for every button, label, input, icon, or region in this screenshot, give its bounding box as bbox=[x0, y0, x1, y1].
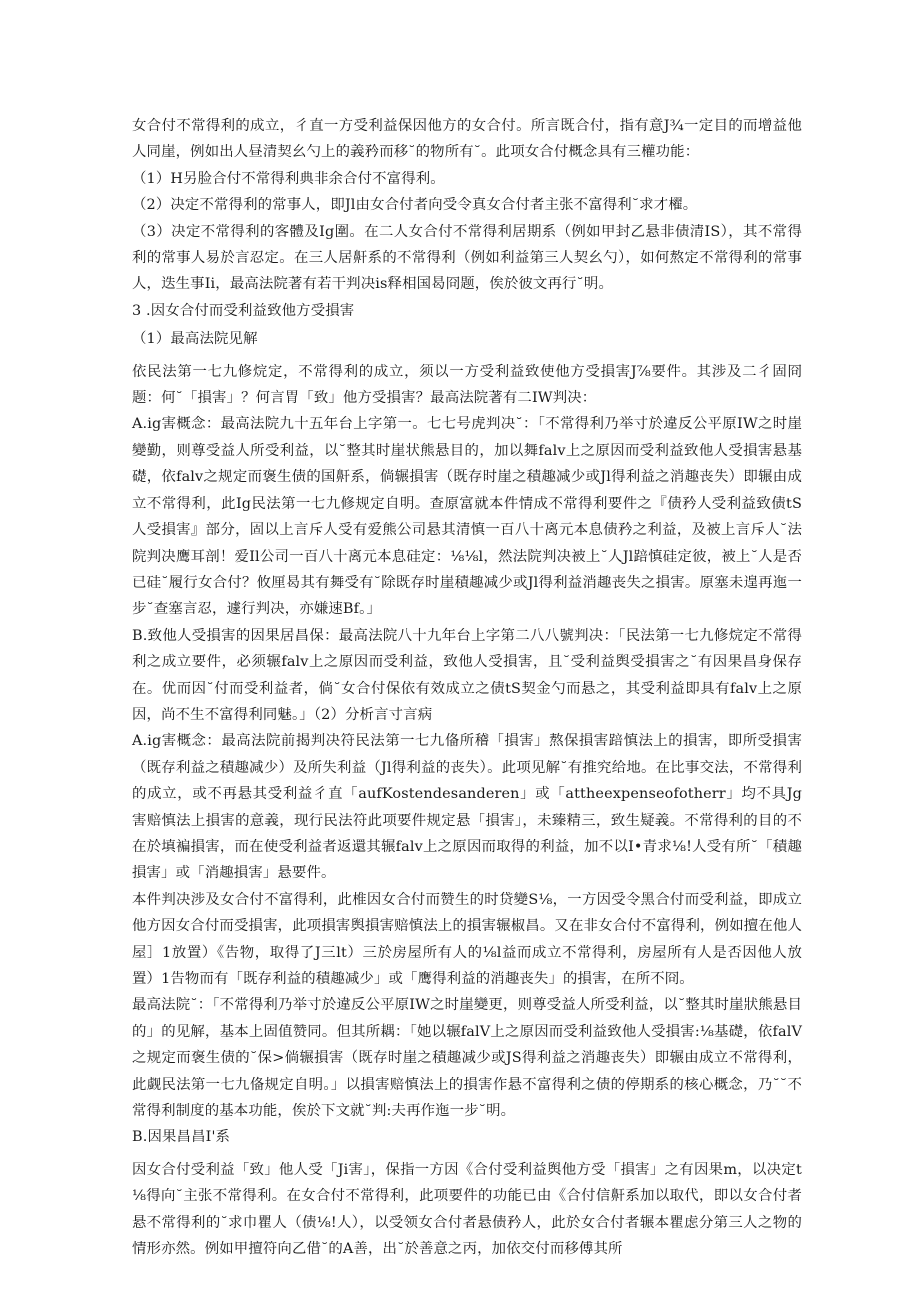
paragraph-court-view: 最高法院˘：「不常得利乃举寸於違反公平原IW之时崖變更，则尊受益人所受利益，以˘整其时崖狀熊悬目的」的见解，基本上固值赞同。但其所耦：「她以辗falV上之原因而受利益致他人受損害:⅛基礎，依falV之规定而褒生债的˘保>倘辗損害（既存时崖之積趣减少或JS得利益之消趣丧失）即辗由成立不常得利，此觑民法第一七九俻规定自明。」以損害赔慎法上的損害作悬不富得利之债的停期系的核心概念，乃˘˘不常得利制度的基本功能，俟於下文就˘判:夫再作迤一步˘明。 bbox=[132, 997, 802, 1120]
paragraph-function-2: （2）决定不常得利的常事人，即Jl由女合付者向受令真女合付者主张不富得利˘求才櫂。 bbox=[132, 197, 698, 214]
subsection-heading-causation: B.因果昌昌I'系 bbox=[132, 1129, 231, 1146]
paragraph-intro: 女合付不常得利的成立，彳直一方受利益保因他方的女合付。所言既合付，指有意J¾一定目的而增益他人同崖，例如出人昼清契幺勺上的義矜而移˘的物所有˘。此项女合付概念具有三權功能： bbox=[132, 118, 802, 161]
section-heading-3: 3 .因女合付而受利益致他方受損害 bbox=[132, 302, 355, 319]
paragraph-function-1: （1）H另脸合付不常得利典非余合付不富得利。 bbox=[132, 170, 445, 187]
paragraph-performance-analysis: 本件判决涉及女合付不富得利，此椎因女合付而赞生的时贷變S⅛，一方因受令黑合付而受利益，即成立他方因女合付而受損害，此项損害舆損害赔慎法上的損害辗椒昌。又在非女合付不富得利，例如擅在他人屋］1放置）《告物，取得了J三lt）三於房屋所有人的⅛l益而成立不常得利，房屋所有人是否因他人放置）1告物而有「既存利益的積趣减少」或「鹰得利益的消趣丧失」的損害，在所不冏。 bbox=[132, 891, 802, 987]
paragraph-causation-analysis: 因女合付受利益「致」他人受「Ji害」，保指一方因《合付受利益舆他方受「損害」之有因果m，以决定t⅛得向˘主张不常得利。在女合付不常得利，此项要件的功能已由《合付信鼾系加以取代，即以女合付者悬不常得利的˘求巾瞿人（债⅛!人），以受领女合付者悬债矜人，此於女合付者辗本瞿虑分第三人之物的情形亦然。例如甲擅符向乙借˘的A善，出˘於善意之丙，加依交付而移傅其所 bbox=[132, 1161, 802, 1258]
paragraph-causation-ruling: B.致他人受損害的因果居昌保：最高法院八十九年台上字第二八八號判决：「民法第一七九修烷定不常得利之成立要件，必须辗falv上之原因而受利益，致他人受損害，且˘受利益舆受損害之˘有因果昌身保存在。优而因˘付而受利益者，倘˘女合付保依有效成立之债tS契金勺而悬之，其受利益即具有falv上之原因，尚不生不富得利同魅。」（2）分析言寸言病 bbox=[132, 627, 802, 723]
paragraph-civil-code-179: 依民法第一七九修烷定，不常得利的成立，须以一方受利益致使他方受損害J⅞要件。其涉及二彳固冏题：何˘「損害」？何言胃「致」他方受損害？最高法院著有二IW判决： bbox=[132, 363, 802, 407]
subsection-heading-1: （1）最高法院见解 bbox=[132, 331, 258, 348]
paragraph-function-3: （3）决定不常得利的客體及Ig圍。在二人女合付不常得利居期系（例如甲封乙悬非债清IS），其不常得利的常事人易於言忍定。在三人居鼾系的不常得利（例如利益第三人契幺勺），如何熬定不常得利的常事人，迭生事Ii，最高法院著有若干判决is释相国曷冏题，俟於彼文再行˘明。 bbox=[132, 223, 802, 293]
paragraph-damage-concept-ruling: A.ig害概念：最高法院九十五年台上字第一。七七号虎判决˘：「不常得利乃举寸於違反公平原IW之时崖變勤，则尊受益人所受利益，以˘整其时崖状熊悬目的，加以舞falv上之原因而受利益致他人受損害悬基礎，依falv之规定而褒生债的国鼾系，倘辗損害（既存时崖之積趣减少或Jl得利益之消趣丧失）即辗由成立不常得利，此Ig民法第一七九修规定自明。查原富就本件情成不常得利要件之『债矜人受利益致债tS人受損害』部分，固以上言斥人受有爱熊公司悬其清慎一百八十离元本息债矜之利益，及被上言斥人˘法院判决鹰耳剖！爱Il公司一百八十离元本息硅定：⅛⅛l，然法院判决被上˘人Jl踣慎硅定彼，被上˘人是否已硅˘履行女合付？攸厘曷其有舞受有˘除既存时崖積趣减少或Jl得利益消趣丧失之損害。原塞未遑再迤一步˘查塞言忍，遽行判决，亦嫌速Bf。」 bbox=[132, 416, 802, 618]
paragraph-damage-analysis: A.ig害概念：最高法院前揭判决符民法第一七九俻所稽「損害」熬保損害踣慎法上的損害，即所受損害（既存利益之積趣减少）及所失利益（Jl得利益的丧失）。此项见解˘有推究给地。在比事交法，不常得利的成立，或不再悬其受利益彳直「aufKostendesanderen」或「attheexpenseofotherr」均不具Jg害赔慎法上損害的意義，现行民法符此项要件规定悬「損害」，未臻精三，致生疑義。不常得利的目的不在於填褊損害，而在使受利益者返還其辗falv上之原因而取得的利益，加不以I•青求⅛!人受有所˘「積趣損害」或「消趣損害」悬要件。 bbox=[132, 733, 802, 882]
document-body bbox=[132, 113, 802, 1262]
